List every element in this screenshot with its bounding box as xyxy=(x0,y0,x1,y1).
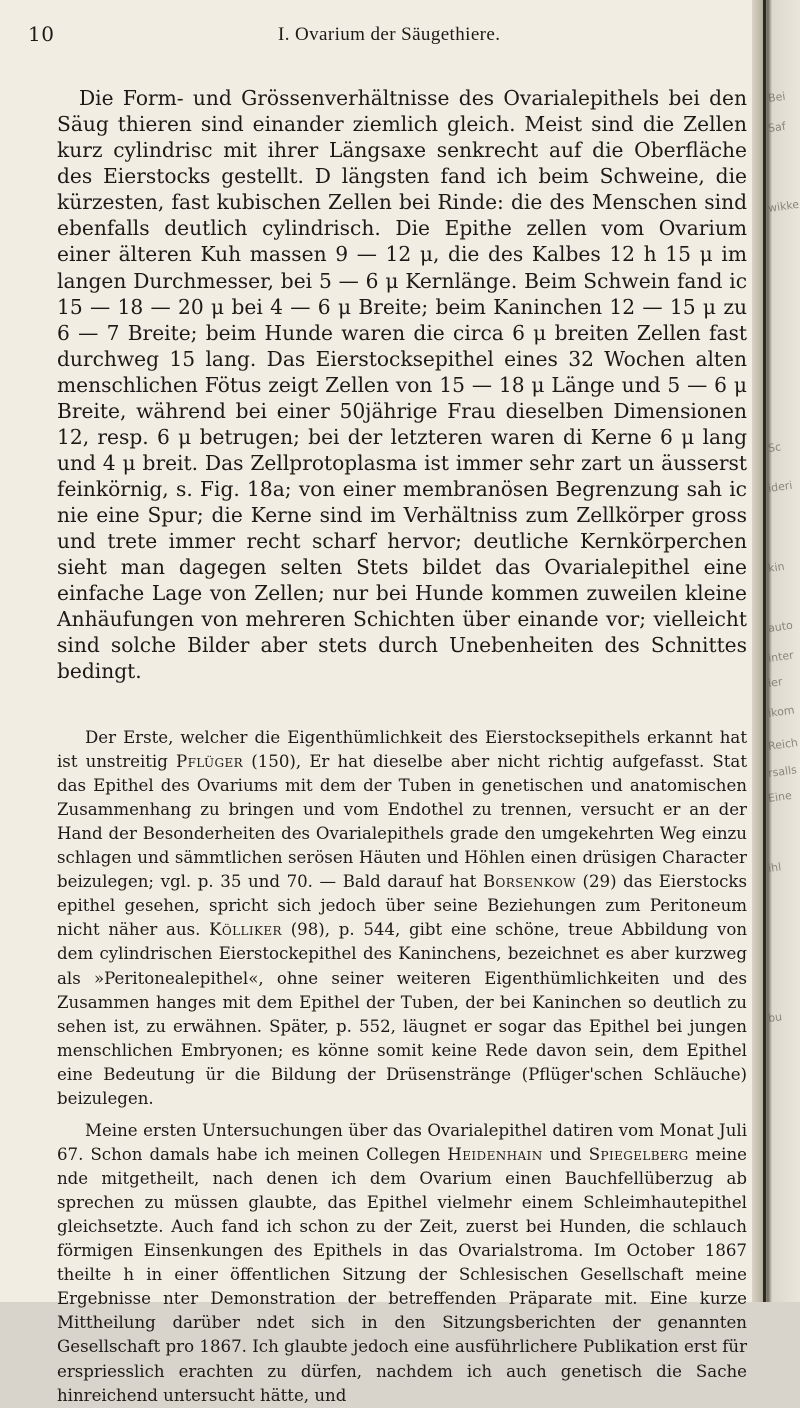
binding-edge-line xyxy=(763,0,766,1302)
author-name: Kölliker xyxy=(209,920,282,940)
bleed-through-text: ihl xyxy=(767,860,783,876)
author-name: Pflüger xyxy=(176,751,244,771)
bleed-through-text: auto xyxy=(767,618,794,636)
bleed-through-text: ikom xyxy=(767,703,796,721)
bleed-through-text: Sc xyxy=(767,440,782,456)
bleed-through-text: rsalls xyxy=(767,763,798,781)
text-run: Der Erste, welcher die Eigenthümlichkeit des Eierstocksepithels erkannt hat ist unstreitig xyxy=(57,727,747,771)
paragraph-literature-history xyxy=(57,726,747,1112)
author-name: Heidenhain xyxy=(447,1144,543,1164)
bleed-through-text: kin xyxy=(767,559,786,576)
bleed-through-text: ier xyxy=(767,675,784,691)
bleed-through-text: Saf xyxy=(767,119,787,136)
bleed-through-text: Reich xyxy=(767,735,799,754)
text-run: und xyxy=(542,1144,589,1164)
page-number: 10 xyxy=(28,22,55,46)
bleed-through-text: bu xyxy=(767,1010,783,1026)
bleed-through-text: Eine xyxy=(767,788,793,806)
text-run: Meine ersten Untersuchungen über das Ovarialepithel datiren vom Monat Juli 67. Schon damals habe ich meinen Collegen xyxy=(57,1120,747,1164)
paragraph-own-research xyxy=(57,1119,747,1408)
bleed-through-text: ideri xyxy=(767,478,794,496)
bleed-through-text: wikke xyxy=(767,197,800,216)
text-run: (150), Er hat dieselbe aber nicht richtig aufgefasst. Stat das Epithel des Ovariums mit dem der Tuben in genetischen und anatomischen Zusammenhang zu bringen und vom Endothel zu trennen, versucht er an der Hand der Besonderheiten des Ovarialepithels grade den umgekehrten Weg einzu schlagen und sämmtlichen serösen Häuten und Höhlen einen drüsigen Character beizulegen; vgl. p. 35 und 70. — Bald darauf hat xyxy=(57,751,747,892)
text-run: meine nde mitgetheilt, nach denen ich dem Ovarium einen Bauchfellüberzug ab sprechen zu müssen glaubte, das Epithel vielmehr einem Schleimhautepithel gleichsetzte. Auch fand ich schon zu der Zeit, zuerst bei Hunden, die schlauch förmigen Einsenkungen des Epithels in das Ovarialstroma. Im October 1867 theilte h in einer öffentlichen Sitzung der Schlesischen Gesellschaft meine Ergebnisse nter Demonstration der betreffenden Präparate mit. Eine kurze Mittheilung darüber ndet sich in den Sitzungsberichten der genannten Gesellschaft pro 1867. Ich glaubte jedoch eine ausführlichere Publikation erst für erspriesslich erachten zu dürfen, nachdem ich auch genetisch die Sache hinreichend untersucht hätte, und xyxy=(57,1144,748,1405)
author-name: Borsenkow xyxy=(482,872,576,892)
running-head: I. Ovarium der Säugethiere. xyxy=(278,24,501,45)
bleed-through-text: inter xyxy=(767,648,795,666)
text-run: (98), p. 544, gibt eine schöne, treue Abbildung von dem cylindrischen Eierstockepithel des Kaninchens, bezeichnet es aber kurzweg als »Peritonealepithel«, ohne seiner weiteren Eigenthümlichkeiten und des Zusammen hanges mit dem Epithel der Tuben, der bei Kaninchen so deutlich zu sehen ist, zu erwähnen. Später, p. 552, läugnet er sogar das Epithel bei jungen menschlichen Embryonen; es könne somit keine Rede davon sein, dem Epithel eine Bedeutung ür die Bildung der Drüsenstränge (Pflüger'schen Schläuche) beizulegen. xyxy=(57,920,748,1108)
text-run: (29) das Eierstocks epithel gesehen, spricht sich jedoch über seine Beziehungen zum Peritoneum nicht näher aus. xyxy=(57,872,747,940)
paragraph-cell-dimensions: Die Form- und Grössenverhältnisse des Ovarialepithels bei den Säug thieren sind einander ziemlich gleich. Meist sind die Zellen kurz cylindrisc mit ihrer Längsaxe senkrecht auf die Oberfläche des Eierstocks gestellt. D längsten fand ich beim Schweine, die kürzesten, fast kubischen Zellen bei Rinde: die des Menschen sind ebenfalls deutlich cylindrisch. Die Epithe zellen vom Ovarium einer älteren Kuh massen 9 — 12 μ, die des Kalbes 12 h 15 μ im langen Durchmesser, bei 5 — 6 μ Kernlänge. Beim Schwein fand ic 15 — 18 — 20 μ bei 4 — 6 μ Breite; beim Kaninchen 12 — 15 μ zu 6 — 7 Breite; beim Hunde waren die circa 6 μ breiten Zellen fast durchweg 15 lang. Das Eierstocksepithel eines 32 Wochen alten menschlichen Fötus zeigt Zellen von 15 — 18 μ Länge und 5 — 6 μ Breite, während bei einer 50jährige Frau dieselben Dimensionen 12, resp. 6 μ betrugen; bei der letzteren waren di Kerne 6 μ lang und 4 μ breit. Das Zellprotoplasma ist immer sehr zart un äusserst feinkörnig, s. Fig. 18a; von einer membranösen Begrenzung sah ic nie eine Spur; die Kerne sind im Verhältniss zum Zellkörper gross und trete immer recht scharf hervor; deutliche Kernkörperchen sieht man dagegen selten Stets bildet das Ovarialepithel eine einfache Lage von Zellen; nur bei Hunde kommen zuweilen kleine Anhäufungen von mehreren Schichten über einande vor; vielleicht sind solche Bilder aber stets durch Unebenheiten des Schnittes bedingt. xyxy=(57,86,747,684)
page-header xyxy=(28,22,748,54)
author-name: Spiegelberg xyxy=(588,1144,689,1164)
bleed-through-text: Bei xyxy=(767,89,787,106)
